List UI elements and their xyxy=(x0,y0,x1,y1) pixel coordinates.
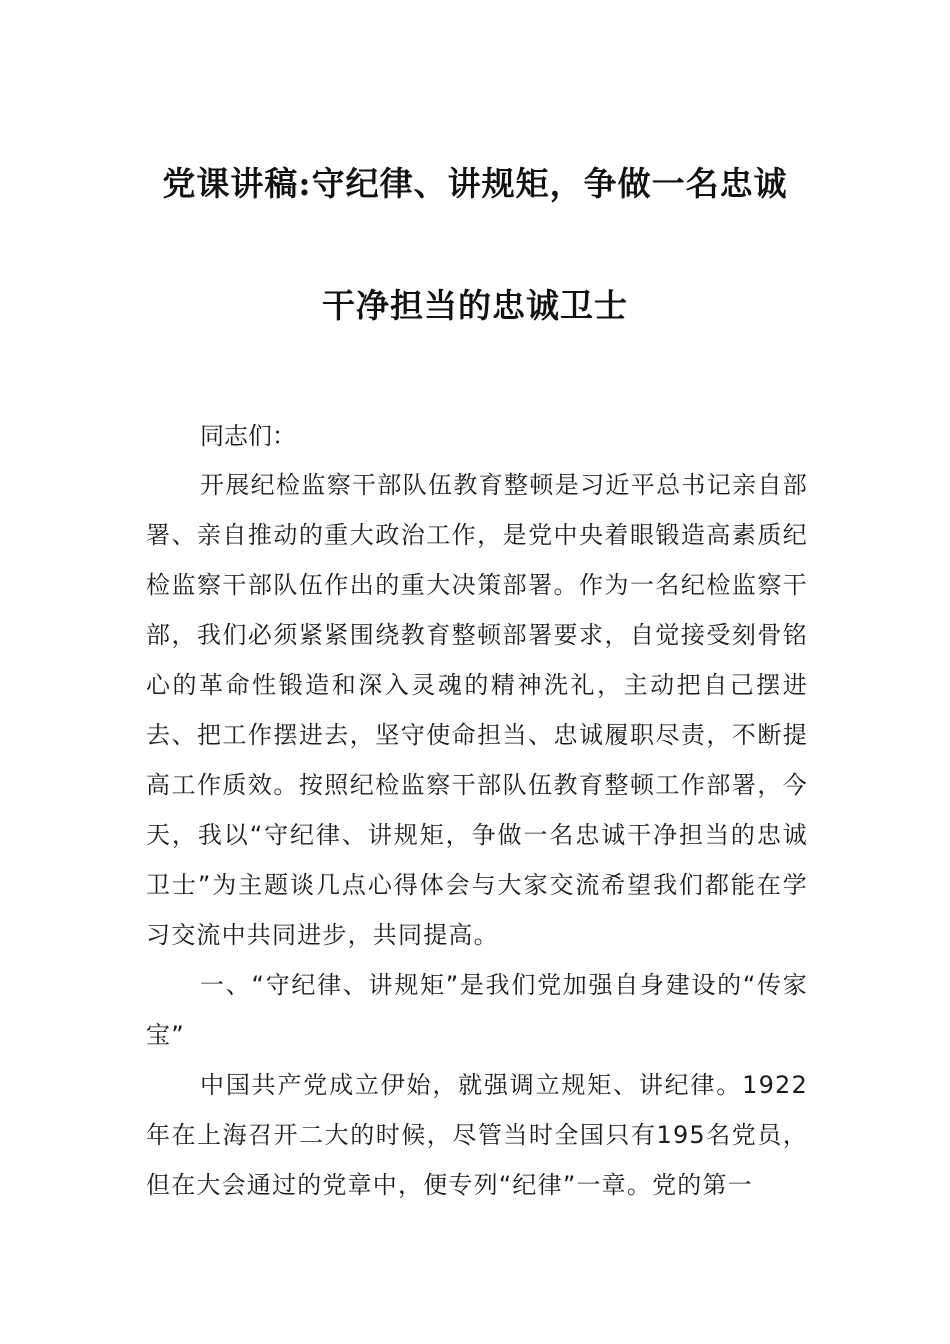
salutation: 同志们： xyxy=(200,422,296,450)
paragraph-history: 中国共产党成立伊始，就强调立规矩、讲纪律。1922年在上海召开二大的时候，尽管当时全国只有195名党员，但在大会通过的党章中，便专列“纪律”一章。党的第一 xyxy=(146,1071,808,1199)
paragraph-intro: 开展纪检监察干部队伍教育整顿是习近平总书记亲自部署、亲自推动的重大政治工作，是党中央着眼锻造高素质纪检监察干部队伍作出的重大决策部署。作为一名纪检监察干部，我们必须紧紧围绕教育整顿部署要求，自觉接受刻骨铭心的革命性锻造和深入灵魂的精神洗礼，主动把自己摆进去、把工作摆进去，坚守使命担当、忠诚履职尽责，不断提高工作质效。按照纪检监察干部队伍教育整顿工作部署，今天，我以“守纪律、讲规矩，争做一名忠诚干净担当的忠诚卫士”为主题谈几点心得体会与大家交流希望我们都能在学习交流中共同进步，共同提高。 xyxy=(146,471,808,949)
document-title-line-1: 党课讲稿:守纪律、讲规矩，争做一名忠诚 xyxy=(162,164,788,203)
body-paragraphs xyxy=(146,460,808,1210)
document-title-line-2: 干净担当的忠诚卫士 xyxy=(322,286,628,325)
section-heading-1: 一、“守纪律、讲规矩”是我们党加强自身建设的“传家宝” xyxy=(146,971,808,1049)
